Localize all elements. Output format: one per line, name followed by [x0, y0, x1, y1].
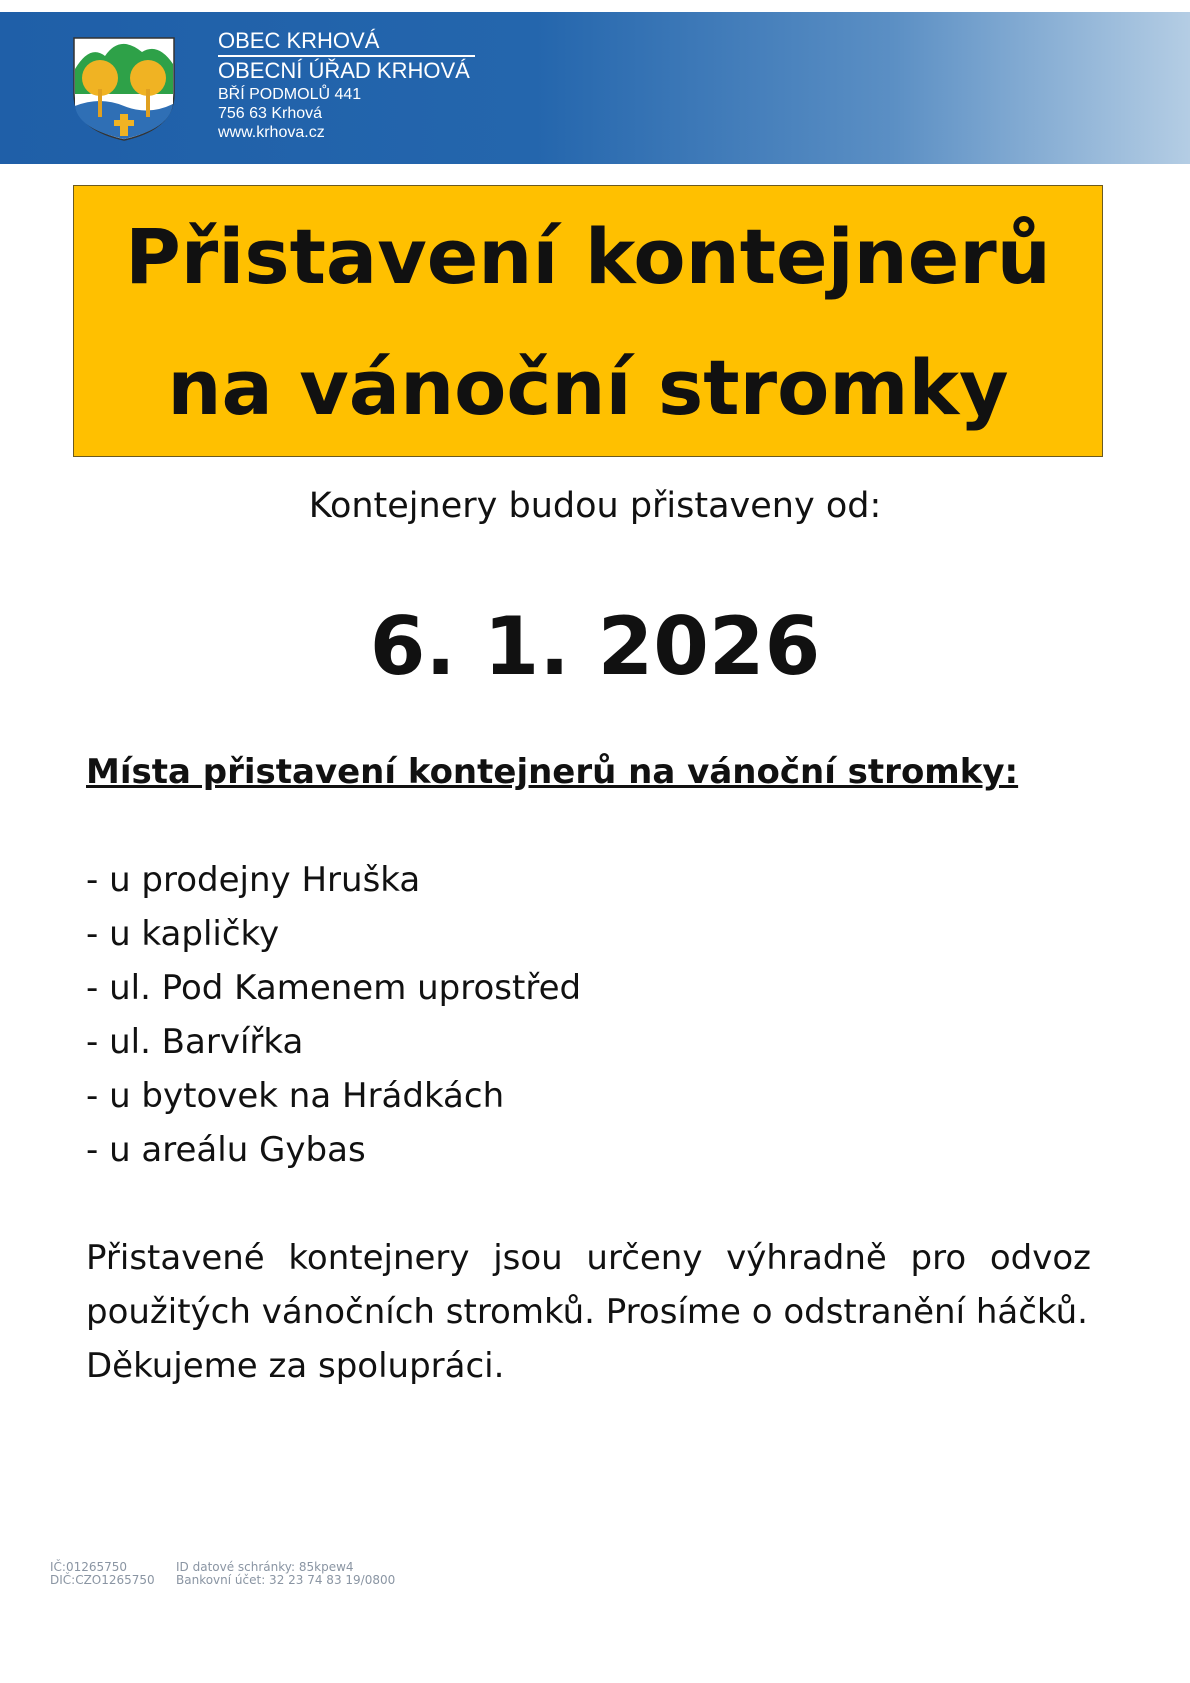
title-line-2: na vánoční stromky [167, 343, 1009, 432]
footer-bank [176, 1561, 395, 1587]
letterhead [0, 12, 1190, 164]
list-item: - u bytovek na Hrádkách [86, 1076, 505, 1116]
footer-ids [50, 1561, 155, 1587]
dic: DIČ:CZO1265750 [50, 1573, 155, 1587]
subtitle: Kontejnery budou přistaveny od: [308, 486, 882, 526]
coat-of-arms-icon [70, 34, 178, 142]
list-item: - u prodejny Hruška [86, 860, 421, 900]
data-box-id: ID datové schránky: 85kpew4 [176, 1560, 354, 1574]
list-item: - u areálu Gybas [86, 1130, 366, 1170]
ic: IČ:01265750 [50, 1560, 128, 1574]
body [86, 745, 1091, 1393]
date: 6. 1. 2026 [369, 600, 821, 693]
office-name: OBECNÍ ÚŘAD KRHOVÁ [218, 58, 470, 83]
list-item: - u kapličky [86, 914, 280, 954]
org-name: OBEC KRHOVÁ [218, 28, 475, 57]
list-item: - ul. Pod Kamenem uprostřed [86, 968, 582, 1008]
title-line-1: Přistavení kontejnerů [125, 212, 1051, 301]
bank-account: Bankovní účet: 32 23 74 83 19/0800 [176, 1573, 396, 1587]
title-box [73, 185, 1103, 457]
locations-heading: Místa přistavení kontejnerů na vánoční stromky: [86, 752, 1019, 792]
website-link[interactable]: www.krhova.cz [218, 124, 325, 141]
note: Přistavené kontejnery jsou určeny výhradně pro odvoz použitých vánočních stromků. Prosíme o odstranění háčků. [86, 1238, 1091, 1332]
thanks: Děkujeme za spolupráci. [86, 1346, 505, 1386]
list-item: - ul. Barvířka [86, 1022, 304, 1062]
city: 756 63 Krhová [218, 105, 323, 122]
street: BŘÍ PODMOLŮ 441 [218, 86, 362, 103]
